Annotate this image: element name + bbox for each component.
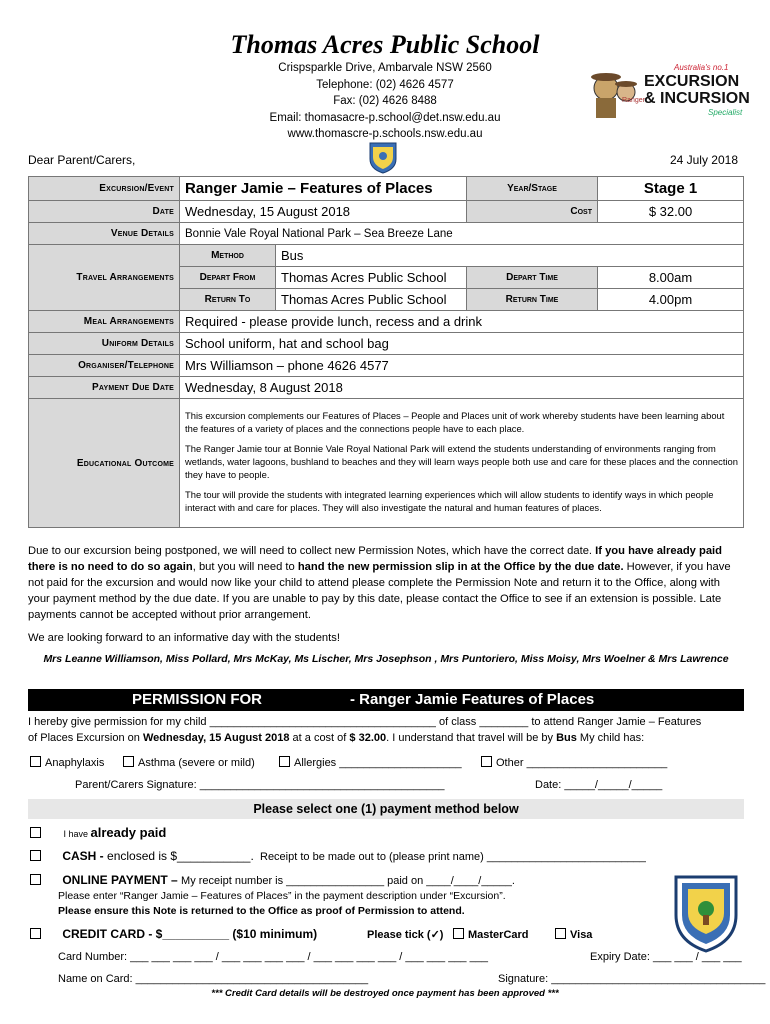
asthma-label: Asthma (severe or mild)	[138, 757, 255, 769]
already-paid-option[interactable]	[30, 824, 166, 842]
checkbox-icon[interactable]	[30, 850, 41, 861]
excursion-specialist-logo	[588, 58, 750, 122]
anaphylaxis-checkbox[interactable]	[30, 756, 104, 769]
address-line: Crispsparkle Drive, Ambarvale NSW 2560	[278, 62, 492, 74]
year-stage-value: Stage 1	[598, 177, 744, 201]
meal-label: Meal Arrangements	[29, 311, 180, 333]
logo-tagline: Australia's no.1	[674, 63, 729, 72]
cash-amount-field[interactable]: enclosed is $___________.	[107, 849, 254, 863]
allergies-checkbox[interactable]	[279, 756, 462, 769]
already-paid-prefix: I have	[63, 829, 91, 839]
notice-text: , but you will need to	[192, 561, 298, 573]
visa-option[interactable]	[555, 928, 592, 941]
depart-time-label: Depart Time	[467, 267, 598, 289]
greeting: Dear Parent/Carers,	[28, 153, 136, 167]
logo-excursion: EXCURSION	[644, 73, 740, 90]
card-signature-field[interactable]: Signature: ___________________________________	[498, 973, 766, 985]
name-on-card-field[interactable]: Name on Card: ______________________________________	[58, 973, 369, 985]
logo-ranger: Ranger	[622, 97, 645, 104]
notice-text: Due to our excursion being postponed, we will need to collect new Permission Notes, which have the correct date.	[28, 545, 596, 557]
online-payment-label: ONLINE PAYMENT –	[62, 873, 182, 887]
checkbox-icon[interactable]	[555, 928, 566, 939]
online-note-2: Please ensure this Note is returned to the Office as proof of Permission to attend.	[58, 905, 465, 917]
credit-card-option[interactable]	[30, 927, 317, 941]
depart-time-value: 8.00am	[598, 267, 744, 289]
organiser-value: Mrs Williamson – phone 4626 4577	[180, 355, 744, 377]
excursion-label: Excursion/Event	[29, 177, 180, 201]
logo-specialist: Specialist	[708, 108, 743, 117]
parent-signature-field[interactable]: Parent/Carers Signature: ________________________________________	[75, 779, 445, 791]
checkbox-icon[interactable]	[279, 756, 290, 767]
phone-line: Telephone: (02) 4626 4577	[316, 78, 454, 91]
permission-line-1[interactable]: I hereby give permission for my child _____________________________________ of class ________ to attend Ranger Jamie – Features	[28, 716, 702, 728]
perm-cost: $ 32.00	[349, 732, 387, 744]
other-label: Other _______________________	[496, 757, 668, 769]
other-checkbox[interactable]	[481, 756, 667, 769]
card-number-field[interactable]: Card Number: ___ ___ ___ ___ / ___ ___ ___ ___ / ___ ___ ___ ___ / ___ ___ ___ ___	[58, 951, 488, 963]
allergies-label: Allergies ____________________	[294, 757, 462, 769]
depart-from-value: Thomas Acres Public School	[276, 267, 467, 289]
cost-label: Cost	[467, 201, 598, 223]
cash-receipt-name-field[interactable]: Receipt to be made out to (please print name) __________________________	[260, 851, 646, 863]
anaphylaxis-label: Anaphylaxis	[45, 757, 105, 769]
educational-outcome-label: Educational Outcome	[29, 399, 180, 528]
notice-bold: If you have already paid there is no need to do so again	[28, 545, 722, 573]
postponement-notice	[28, 543, 744, 623]
organiser-label: Organiser/Telephone	[29, 355, 180, 377]
perm-text: of Places Excursion on	[28, 732, 143, 744]
date-label: Date	[29, 201, 180, 223]
edu-paragraph: This excursion complements our Features of Places – People and Places unit of work whereby students have been learning about the features of a variety of places and the connections people have to each place.	[185, 409, 725, 434]
asthma-checkbox[interactable]	[123, 756, 255, 769]
checkbox-icon[interactable]	[481, 756, 492, 767]
cash-label: CASH -	[62, 849, 108, 863]
checkbox-icon[interactable]	[453, 928, 464, 939]
return-to-value: Thomas Acres Public School	[276, 289, 467, 311]
online-receipt-field[interactable]: My receipt number is ________________ paid on ____/____/_____.	[181, 875, 515, 887]
perm-travel: Bus	[556, 732, 577, 744]
mastercard-option[interactable]	[453, 928, 529, 941]
already-paid-label: already paid	[90, 825, 167, 840]
cash-option[interactable]	[30, 849, 254, 863]
educational-outcome-text	[180, 399, 744, 528]
notice-bold: hand the new permission slip in at the Office by the due date.	[297, 561, 624, 573]
card-destroy-note: *** Credit Card details will be destroyed once payment has been approved ***	[211, 988, 559, 999]
venue-value: Bonnie Vale Royal National Park – Sea Breeze Lane	[180, 223, 744, 245]
expiry-date-field[interactable]: Expiry Date: ___ ___ / ___ ___	[590, 951, 742, 963]
signature-date-field[interactable]: Date: _____/_____/_____	[535, 779, 663, 791]
checkbox-icon[interactable]	[30, 928, 41, 939]
payment-due-label: Payment Due Date	[29, 377, 180, 399]
cost-value: $ 32.00	[598, 201, 744, 223]
fax-line: Fax: (02) 4626 8488	[333, 95, 437, 107]
uniform-value: School uniform, hat and school bag	[180, 333, 744, 355]
payment-due-value: Wednesday, 8 August 2018	[180, 377, 744, 399]
travel-label: Travel Arrangements	[29, 245, 180, 311]
mastercard-label: MasterCard	[468, 929, 529, 941]
school-crest-icon	[365, 139, 401, 175]
excursion-details-table	[28, 176, 744, 528]
website-line: www.thomascre-p.schools.nsw.edu.au	[287, 128, 483, 140]
perm-date: Wednesday, 15 August 2018	[142, 732, 290, 744]
online-note-1: Please enter “Ranger Jamie – Features of Places” in the payment description under “Excursion”.	[58, 890, 506, 902]
checkbox-icon[interactable]	[123, 756, 134, 767]
checkbox-icon[interactable]	[30, 756, 41, 767]
method-label: Method	[180, 245, 276, 267]
date-value: Wednesday, 15 August 2018	[180, 201, 467, 223]
credit-card-label: CREDIT CARD - $__________ ($10 minimum)	[62, 927, 318, 941]
venue-label: Venue Details	[29, 223, 180, 245]
method-value: Bus	[276, 245, 744, 267]
checkbox-icon[interactable]	[30, 874, 41, 885]
school-name: Thomas Acres Public School	[230, 30, 540, 59]
school-badge-icon	[670, 871, 742, 953]
return-time-label: Return Time	[467, 289, 598, 311]
checkbox-icon[interactable]	[30, 827, 41, 838]
edu-paragraph: The Ranger Jamie tour at Bonnie Vale Royal National Park will extend the students understanding of environments ranging from wetlands, water lagoons, bushland to beaches and they will learn ways people both use and care for these places and the connection they have to people.	[185, 442, 738, 480]
excursion-value: Ranger Jamie – Features of Places	[180, 177, 467, 201]
email-line: Email: thomasacre-p.school@det.nsw.edu.au	[269, 111, 501, 124]
return-time-value: 4.00pm	[598, 289, 744, 311]
logo-incursion: & INCURSION	[644, 90, 750, 107]
return-to-label: Return To	[180, 289, 276, 311]
meal-value: Required - please provide lunch, recess and a drink	[180, 311, 744, 333]
depart-from-label: Depart From	[180, 267, 276, 289]
notice-text: However, if you have not paid for the excursion and would now like your child to attend please complete the Permission Note and return it to the Office, along with your payment method by the due date. If you are unable to pay by this date, please contact the Office to see if an extension is possible. Late payments cannot be accepted without prior arrangement.	[28, 561, 731, 621]
perm-text: . I understand that travel will be by	[386, 732, 557, 744]
card-type-tick-label: Please tick (✓)	[367, 929, 444, 941]
uniform-label: Uniform Details	[29, 333, 180, 355]
permission-title: PERMISSION FOR	[132, 691, 263, 708]
teacher-signatures: Mrs Leanne Williamson, Miss Pollard, Mrs McKay, Ms Lischer, Mrs Josephson , Mrs Puntoriero, Miss Moisy, Mrs Woelner & Mrs Lawrence	[43, 653, 729, 665]
looking-forward: We are looking forward to an informative day with the students!	[28, 632, 340, 644]
permission-event: - Ranger Jamie Features of Places	[350, 691, 595, 708]
visa-label: Visa	[570, 929, 593, 941]
permission-header	[28, 689, 744, 711]
perm-text: My child has:	[576, 732, 645, 744]
perm-text: at a cost of	[289, 732, 350, 744]
year-stage-label: Year/Stage	[467, 177, 598, 201]
permission-line-2	[28, 732, 744, 744]
payment-heading: Please select one (1) payment method below	[28, 799, 744, 819]
online-payment-option[interactable]	[30, 873, 515, 887]
letter-date: 24 July 2018	[669, 153, 738, 167]
edu-paragraph: The tour will provide the students with integrated learning experiences which will allow students to identify ways in which people interact with and care for places. They will also investigate the natural and human features of places.	[185, 488, 714, 513]
